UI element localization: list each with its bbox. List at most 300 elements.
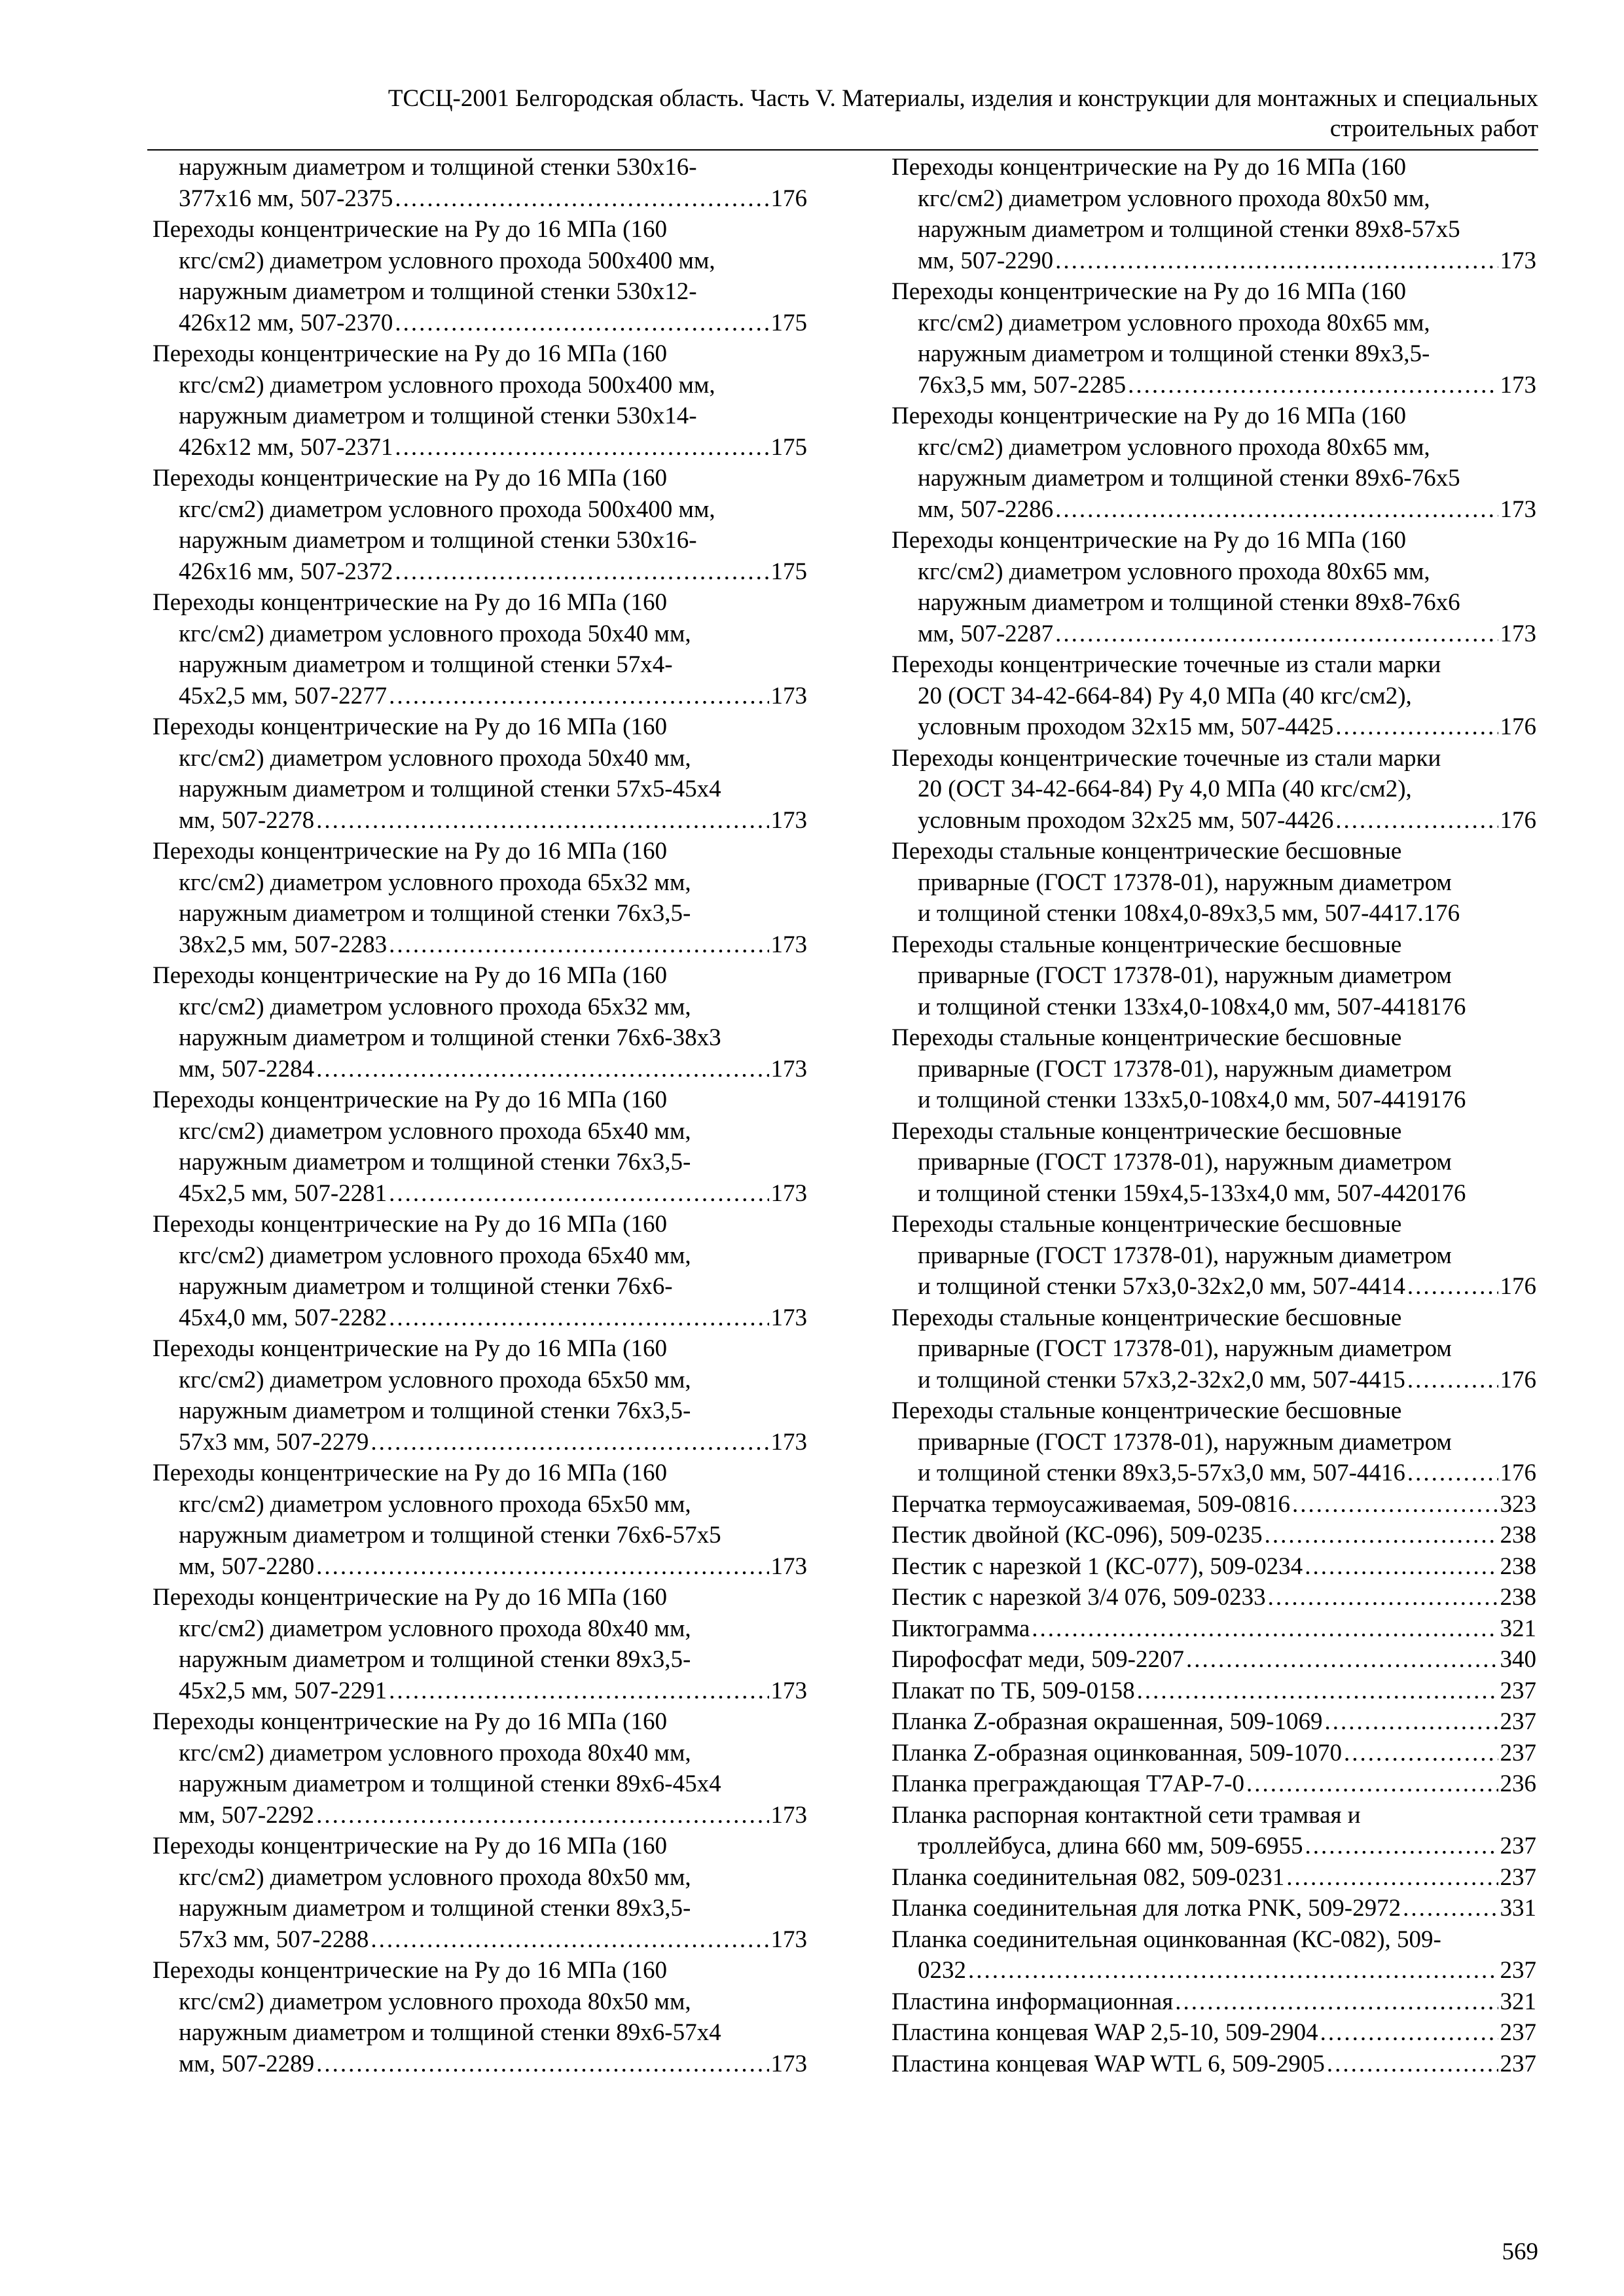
index-entry: [153, 587, 807, 711]
entry-page-number: 237: [1500, 2050, 1536, 2077]
entry-line: [892, 1365, 1536, 1396]
entry-line: [892, 1706, 1536, 1738]
entry-line: наружным диаметром и толщиной стенки 530х12-: [179, 278, 697, 305]
index-entry: [892, 1613, 1536, 1645]
entry-page-number: 238: [1500, 1522, 1536, 1549]
index-entry: [153, 214, 807, 338]
entry-text: Пластина концевая WAP 2,5-10, 509-2904: [892, 2019, 1318, 2046]
dot-leader: [1320, 2017, 1498, 2049]
entry-page-number: 238: [1500, 1552, 1536, 1580]
entry-line: [153, 1427, 807, 1458]
dot-leader: [316, 1054, 768, 1085]
entry-line: наружным диаметром и толщиной стенки 76х3,5-: [179, 900, 691, 927]
index-entry: [892, 649, 1536, 743]
dot-leader: [1344, 1738, 1498, 1769]
entry-line: кгс/см2) диаметром условного прохода 80х65 мм,: [918, 558, 1430, 585]
dot-leader: [1055, 619, 1498, 650]
entry-text: мм, 507-2287: [918, 620, 1054, 647]
entry-text: Пестик двойной (КС-096), 509-0235: [892, 1522, 1263, 1549]
entry-line: [892, 805, 1536, 836]
entry-line: наружным диаметром и толщиной стенки 57х5-45х4: [179, 776, 721, 802]
entry-line: кгс/см2) диаметром условного прохода 80х50 мм,: [918, 185, 1430, 212]
entry-page-number: 173: [770, 1055, 807, 1083]
dot-leader: [1305, 1831, 1498, 1862]
entry-line: наружным диаметром и толщиной стенки 89х3,5-: [179, 1646, 691, 1673]
entry-line: Переходы концентрические на Ру до 16 МПа (160: [892, 527, 1406, 554]
entry-text: условным проходом 32х25 мм, 507-4426: [918, 806, 1334, 834]
entry-line: [892, 1644, 1536, 1676]
index-entry: [153, 1209, 807, 1333]
dot-leader: [1335, 805, 1498, 836]
entry-text: 45х2,5 мм, 507-2281: [179, 1179, 388, 1207]
entry-text: мм, 507-2289: [179, 2050, 315, 2077]
entry-line: [892, 1893, 1536, 1924]
entry-page-number: 176: [1423, 900, 1460, 927]
entry-line: наружным диаметром и толщиной стенки 89х8-57х5: [918, 216, 1460, 243]
entry-line: Переходы концентрические на Ру до 16 МПа (160: [892, 403, 1406, 429]
entry-page-number: 331: [1500, 1895, 1536, 1922]
entry-text: мм, 507-2280: [179, 1552, 315, 1580]
entry-page-number: 236: [1500, 1770, 1536, 1797]
entry-text: троллейбуса, длина 660 мм, 509-6955: [918, 1833, 1303, 1859]
index-entry: [153, 338, 807, 463]
entry-line: приварные (ГОСТ 17378-01), наружным диаметром: [918, 1055, 1452, 1083]
entry-line: приварные (ГОСТ 17378-01), наружным диаметром: [918, 1428, 1452, 1456]
entry-line: [892, 2049, 1536, 2080]
entry-page-number: 176: [1500, 1273, 1536, 1300]
entry-line: наружным диаметром и толщиной стенки 76х6-38х3: [179, 1024, 721, 1051]
entry-line: [892, 1178, 1536, 1210]
entry-text: условным проходом 32х15 мм, 507-4425: [918, 713, 1334, 740]
index-entry: [892, 1676, 1536, 1707]
entry-line: Переходы стальные концентрические бесшовные: [892, 1304, 1402, 1331]
entry-line: наружным диаметром и толщиной стенки 530х16-: [179, 527, 697, 554]
entry-line: [153, 432, 807, 463]
entry-page-number: 173: [770, 1801, 807, 1829]
entry-page-number: 173: [770, 1552, 807, 1580]
index-entry: [892, 2049, 1536, 2080]
entry-page-number: 176: [1500, 713, 1536, 740]
dot-leader: [1032, 1613, 1498, 1645]
entry-line: кгс/см2) диаметром условного прохода 65х32 мм,: [179, 993, 691, 1020]
entry-line: кгс/см2) диаметром условного прохода 80х40 мм,: [179, 1739, 691, 1767]
entry-text: мм, 507-2284: [179, 1055, 315, 1083]
dot-leader: [968, 1955, 1498, 1986]
entry-text: 57х3 мм, 507-2279: [179, 1428, 369, 1456]
entry-page-number: 237: [1500, 1863, 1536, 1891]
index-entry: [153, 1955, 807, 2079]
entry-line: кгс/см2) диаметром условного прохода 80х65 мм,: [918, 433, 1430, 461]
entry-page-number: 340: [1500, 1646, 1536, 1673]
entry-page-number: 173: [770, 1428, 807, 1456]
entry-line: наружным диаметром и толщиной стенки 89х6-57х4: [179, 2019, 721, 2046]
entry-line: [153, 1924, 807, 1956]
index-entry: [892, 1489, 1536, 1520]
entry-line: приварные (ГОСТ 17378-01), наружным диаметром: [918, 1149, 1452, 1175]
entry-line: кгс/см2) диаметром условного прохода 50х40 мм,: [179, 620, 691, 647]
entry-line: Планка распорная контактной сети трамвая и: [892, 1801, 1361, 1829]
index-entry: [153, 1085, 807, 1209]
entry-line: [892, 1676, 1536, 1707]
dot-leader: [395, 556, 768, 588]
entry-line: Переходы концентрические на Ру до 16 МПа (160: [153, 216, 667, 243]
entry-line: [892, 1489, 1536, 1520]
entry-page-number: 176: [1429, 993, 1466, 1020]
entry-text: 45х2,5 мм, 507-2291: [179, 1677, 388, 1704]
dot-leader: [1128, 370, 1498, 401]
dot-leader: [1268, 1582, 1498, 1613]
entry-line: наружным диаметром и толщиной стенки 76х6-: [179, 1273, 673, 1300]
index-entry: [892, 1209, 1536, 1302]
entry-text: Планка соединительная для лотка PNK, 509-2972: [892, 1895, 1401, 1922]
dot-leader: [395, 432, 768, 463]
entry-line: Переходы стальные концентрические бесшовные: [892, 838, 1402, 865]
dot-leader: [1407, 1458, 1498, 1489]
dot-leader: [370, 1427, 768, 1458]
index-entry: [892, 525, 1536, 649]
entry-text: и толщиной стенки 57х3,0-32х2,0 мм, 507-4414: [918, 1273, 1405, 1300]
index-entry: [892, 1302, 1536, 1396]
entry-line: Планка соединительная оцинкованная (КС-082), 509-: [892, 1926, 1441, 1953]
index-entry: [153, 463, 807, 587]
entry-text: мм, 507-2286: [918, 495, 1054, 523]
entry-page-number: 173: [1500, 495, 1536, 523]
entry-line: Переходы концентрические на Ру до 16 МПа (160: [153, 340, 667, 367]
entry-page-number: 173: [770, 806, 807, 834]
entry-text: 45х2,5 мм, 507-2277: [179, 682, 388, 709]
entry-text: 38х2,5 мм, 507-2283: [179, 931, 388, 958]
index-entry: [892, 1893, 1536, 1924]
entry-text: 426х12 мм, 507-2371: [179, 433, 393, 461]
entry-text: Плакат по ТБ, 509-0158: [892, 1677, 1135, 1704]
entry-page-number: 173: [770, 1926, 807, 1953]
entry-text: Пестик с нарезкой 1 (КС-077), 509-0234: [892, 1552, 1303, 1580]
entry-line: [892, 1582, 1536, 1613]
entry-page-number: 173: [770, 1304, 807, 1331]
dot-leader: [389, 681, 768, 712]
entry-page-number: 173: [770, 1677, 807, 1704]
entry-line: кгс/см2) диаметром условного прохода 80х40 мм,: [179, 1615, 691, 1642]
dot-leader: [1335, 711, 1498, 743]
entry-page-number: 176: [1429, 1179, 1466, 1207]
entry-line: [892, 1738, 1536, 1769]
entry-line: [153, 1800, 807, 1831]
entry-line: наружным диаметром и толщиной стенки 89х8-76х6: [918, 589, 1460, 616]
index-entry: [892, 1551, 1536, 1583]
entry-line: [892, 992, 1536, 1023]
entry-page-number: 175: [770, 309, 807, 336]
entry-text: Планка соединительная 082, 509-0231: [892, 1863, 1285, 1891]
entry-page-number: 175: [770, 433, 807, 461]
entry-line: Переходы концентрические на Ру до 16 МПа (160: [153, 962, 667, 989]
entry-line: [892, 1520, 1536, 1551]
index-column-left: [153, 152, 807, 2079]
entry-page-number: 237: [1500, 1739, 1536, 1767]
dot-leader: [316, 1551, 768, 1583]
entry-line: Переходы концентрические на Ру до 16 МПа (160: [153, 838, 667, 865]
entry-page-number: 176: [770, 185, 807, 212]
entry-line: кгс/см2) диаметром условного прохода 500х400 мм,: [179, 247, 715, 274]
index-entry: [153, 960, 807, 1085]
dot-leader: [389, 1178, 768, 1210]
entry-line: Переходы концентрические на Ру до 16 МПа (160: [153, 1335, 667, 1362]
entry-line: кгс/см2) диаметром условного прохода 65х32 мм,: [179, 869, 691, 896]
entry-line: Переходы концентрические на Ру до 16 МПа (160: [153, 1211, 667, 1238]
entry-line: [892, 619, 1536, 650]
entry-text: 377х16 мм, 507-2375: [179, 185, 393, 212]
index-entry: [892, 401, 1536, 525]
entry-line: приварные (ГОСТ 17378-01), наружным диаметром: [918, 962, 1452, 989]
dot-leader: [1292, 1489, 1498, 1520]
index-entry: [892, 2017, 1536, 2049]
entry-line: кгс/см2) диаметром условного прохода 65х40 мм,: [179, 1242, 691, 1269]
dot-leader: [1055, 494, 1498, 526]
entry-page-number: 176: [1429, 1086, 1466, 1113]
entry-line: Переходы концентрические на Ру до 16 МПа (160: [153, 1833, 667, 1859]
dot-leader: [1186, 1644, 1498, 1676]
entry-page-number: 173: [1500, 620, 1536, 647]
index-entry: [892, 1986, 1536, 2018]
index-entry: [892, 276, 1536, 401]
entry-line: наружным диаметром и толщиной стенки 76х3,5-: [179, 1397, 691, 1424]
entry-line: приварные (ГОСТ 17378-01), наружным диаметром: [918, 869, 1452, 896]
entry-line: [892, 1271, 1536, 1302]
index-entry: [153, 711, 807, 836]
entry-line: Переходы концентрические на Ру до 16 МПа (160: [892, 278, 1406, 305]
entry-line: Переходы концентрические точечные из стали марки: [892, 651, 1441, 678]
entry-line: Переходы концентрические на Ру до 16 МПа (160: [153, 1708, 667, 1735]
entry-line: [892, 898, 1536, 929]
entry-line: [153, 2049, 807, 2080]
index-entry: [892, 1644, 1536, 1676]
index-entry: [892, 1520, 1536, 1551]
entry-page-number: 321: [1500, 1988, 1536, 2015]
entry-line: кгс/см2) диаметром условного прохода 50х40 мм,: [179, 744, 691, 772]
dot-leader: [316, 2049, 768, 2080]
entry-page-number: 176: [1500, 806, 1536, 834]
entry-line: [153, 556, 807, 588]
entry-line: наружным диаметром и толщиной стенки 530х14-: [179, 403, 697, 429]
entry-line: Переходы концентрические на Ру до 16 МПа (160: [153, 589, 667, 616]
entry-line: наружным диаметром и толщиной стенки 76х6-57х5: [179, 1522, 721, 1549]
entry-line: [892, 1458, 1536, 1489]
dot-leader: [1286, 1862, 1498, 1893]
entry-text: Пиктограмма: [892, 1615, 1030, 1642]
index-entry: [892, 836, 1536, 929]
entry-line: наружным диаметром и толщиной стенки 89х3,5-: [179, 1895, 691, 1922]
entry-page-number: 321: [1500, 1615, 1536, 1642]
index-entry: [892, 1768, 1536, 1800]
dot-leader: [1327, 2049, 1498, 2080]
entry-line: Переходы концентрические на Ру до 16 МПа (160: [153, 713, 667, 740]
entry-page-number: 175: [770, 558, 807, 585]
index-entry: [892, 1800, 1536, 1862]
entry-line: [153, 1551, 807, 1583]
entry-text: 45х4,0 мм, 507-2282: [179, 1304, 388, 1331]
entry-page-number: 173: [770, 2050, 807, 2077]
entry-line: наружным диаметром и толщиной стенки 76х3,5-: [179, 1149, 691, 1175]
index-entry: [153, 1458, 807, 1582]
entry-line: 20 (ОСТ 34-42-664-84) Ру 4,0 МПа (40 кгс/см2),: [918, 682, 1412, 709]
entry-line: кгс/см2) диаметром условного прохода 80х50 мм,: [179, 1863, 691, 1891]
entry-text: Перчатка термоусаживаемая, 509-0816: [892, 1490, 1291, 1518]
index-entry: [153, 1333, 807, 1458]
entry-line: Переходы концентрические точечные из стали марки: [892, 744, 1441, 772]
running-header: [147, 84, 1538, 151]
entry-page-number: 176: [1500, 1366, 1536, 1393]
entry-text: Планка преграждающая Т7АР-7-0: [892, 1770, 1244, 1797]
dot-leader: [1403, 1893, 1498, 1924]
entry-page-number: 238: [1500, 1584, 1536, 1611]
entry-line: [892, 1831, 1536, 1862]
entry-line: 20 (ОСТ 34-42-664-84) Ру 4,0 МПа (40 кгс/см2),: [918, 776, 1412, 802]
index-entry: [892, 1116, 1536, 1210]
index-entry: [892, 1738, 1536, 1769]
entry-page-number: 323: [1500, 1490, 1536, 1518]
dot-leader: [389, 1676, 768, 1707]
dot-leader: [1175, 1986, 1498, 2018]
entry-text: 426х12 мм, 507-2370: [179, 309, 393, 336]
entry-text: и толщиной стенки 57х3,2-32х2,0 мм, 507-4415: [918, 1366, 1405, 1393]
entry-page-number: 237: [1500, 1677, 1536, 1704]
entry-line: Переходы стальные концентрические бесшовные: [892, 1211, 1402, 1238]
entry-line: [153, 308, 807, 339]
entry-page-number: 237: [1500, 2019, 1536, 2046]
entry-line: кгс/см2) диаметром условного прохода 65х40 мм,: [179, 1117, 691, 1145]
entry-line: приварные (ГОСТ 17378-01), наружным диаметром: [918, 1242, 1452, 1269]
index-column-right: [892, 152, 1536, 2079]
entry-text: и толщиной стенки 159х4,5-133х4,0 мм, 507-4420: [918, 1179, 1430, 1207]
header-subtitle: строительных работ: [1329, 115, 1538, 142]
entry-line: кгс/см2) диаметром условного прохода 65х50 мм,: [179, 1490, 691, 1518]
dot-leader: [370, 1924, 768, 1956]
entry-text: Планка Z-образная оцинкованная, 509-1070: [892, 1739, 1343, 1767]
entry-page-number: 173: [1500, 247, 1536, 274]
dot-leader: [1305, 1551, 1498, 1583]
entry-page-number: 173: [1500, 371, 1536, 399]
dot-leader: [1246, 1768, 1498, 1800]
entry-line: [153, 1302, 807, 1334]
entry-page-number: 173: [770, 682, 807, 709]
index-entry: [892, 1022, 1536, 1116]
entry-line: Переходы концентрические на Ру до 16 МПа (160: [892, 154, 1406, 181]
entry-line: Переходы концентрические на Ру до 16 МПа (160: [153, 1086, 667, 1113]
entry-line: Переходы стальные концентрические бесшовные: [892, 1117, 1402, 1145]
entry-line: [153, 1676, 807, 1707]
dot-leader: [1324, 1706, 1498, 1738]
dot-leader: [1407, 1271, 1498, 1302]
entry-line: [892, 1613, 1536, 1645]
entry-text: Пластина концевая WAP WTL 6, 509-2905: [892, 2050, 1325, 2077]
index-entry: [892, 1395, 1536, 1489]
entry-text: и толщиной стенки 133х4,0-108х4,0 мм, 507-4418: [918, 993, 1430, 1020]
dot-leader: [316, 1800, 768, 1831]
entry-text: Пластина информационная: [892, 1988, 1174, 2015]
entry-line: Переходы концентрические на Ру до 16 МПа (160: [153, 1460, 667, 1486]
entry-line: Переходы стальные концентрические бесшовные: [892, 1397, 1402, 1424]
entry-line: [153, 929, 807, 961]
entry-line: кгс/см2) диаметром условного прохода 65х50 мм,: [179, 1366, 691, 1393]
entry-text: 426х16 мм, 507-2372: [179, 558, 393, 585]
entry-text: Пестик с нарезкой 3/4 076, 509-0233: [892, 1584, 1266, 1611]
dot-leader: [389, 929, 768, 961]
dot-leader: [1407, 1365, 1498, 1396]
entry-page-number: 176: [1500, 1460, 1536, 1486]
entry-line: [892, 245, 1536, 277]
entry-page-number: 173: [770, 931, 807, 958]
index-entry: [892, 1582, 1536, 1613]
index-entry: [892, 743, 1536, 836]
entry-text: и толщиной стенки 133х5,0-108х4,0 мм, 507-4419: [918, 1086, 1430, 1113]
index-entry: [892, 929, 1536, 1023]
index-entry: [153, 1706, 807, 1831]
entry-line: [892, 1551, 1536, 1583]
entry-text: и толщиной стенки 108х4,0-89х3,5 мм, 507-4417.: [918, 900, 1424, 927]
entry-line: кгс/см2) диаметром условного прохода 80х65 мм,: [918, 309, 1430, 336]
entry-line: [892, 711, 1536, 743]
index-entry: [892, 152, 1536, 276]
entry-line: приварные (ГОСТ 17378-01), наружным диаметром: [918, 1335, 1452, 1362]
entry-line: [892, 1986, 1536, 2018]
entry-line: [892, 370, 1536, 401]
dot-leader: [1137, 1676, 1498, 1707]
index-entry: [892, 1862, 1536, 1893]
entry-line: [892, 1862, 1536, 1893]
page-number: 569: [1502, 2238, 1538, 2265]
entry-line: Переходы стальные концентрические бесшовные: [892, 931, 1402, 958]
index-entry: [892, 1706, 1536, 1738]
entry-text: и толщиной стенки 89х3,5-57х3,0 мм, 507-4416: [918, 1460, 1405, 1486]
entry-line: [892, 494, 1536, 526]
entry-line: [892, 2017, 1536, 2049]
entry-text: 57х3 мм, 507-2288: [179, 1926, 369, 1953]
entry-text: мм, 507-2292: [179, 1801, 315, 1829]
entry-text: 76х3,5 мм, 507-2285: [918, 371, 1127, 399]
entry-line: наружным диаметром и толщиной стенки 57х4-: [179, 651, 673, 678]
index-entry: [153, 836, 807, 960]
entry-line: наружным диаметром и толщиной стенки 89х3,5-: [918, 340, 1430, 367]
dot-leader: [395, 308, 768, 339]
entry-line: кгс/см2) диаметром условного прохода 500х400 мм,: [179, 495, 715, 523]
entry-line: [892, 1085, 1536, 1116]
entry-line: наружным диаметром и толщиной стенки 89х6-45х4: [179, 1770, 721, 1797]
entry-line: [153, 805, 807, 836]
entry-text: Планка Z-образная окрашенная, 509-1069: [892, 1708, 1323, 1735]
entry-text: Пирофосфат меди, 509-2207: [892, 1646, 1184, 1673]
entry-line: кгс/см2) диаметром условного прохода 500х400 мм,: [179, 371, 715, 399]
dot-leader: [316, 805, 768, 836]
entry-line: [892, 1955, 1536, 1986]
entry-line: [153, 1178, 807, 1210]
entry-line: наружным диаметром и толщиной стенки 530х16-: [179, 154, 697, 181]
entry-line: [892, 1768, 1536, 1800]
dot-leader: [389, 1302, 768, 1334]
entry-line: [153, 681, 807, 712]
entry-text: мм, 507-2290: [918, 247, 1054, 274]
entry-page-number: 237: [1500, 1708, 1536, 1735]
entry-line: Переходы концентрические на Ру до 16 МПа (160: [153, 1584, 667, 1611]
header-title: ТССЦ-2001 Белгородская область. Часть V. Материалы, изделия и конструкции для монтажных и специальных: [388, 85, 1538, 112]
index-entry: [892, 1924, 1536, 1986]
entry-text: мм, 507-2278: [179, 806, 315, 834]
index-entry: [153, 152, 807, 214]
dot-leader: [1265, 1520, 1498, 1551]
entry-line: кгс/см2) диаметром условного прохода 80х50 мм,: [179, 1988, 691, 2015]
entry-text: 0232: [918, 1957, 966, 1984]
index-entry: [153, 1582, 807, 1706]
entry-line: [153, 183, 807, 215]
entry-line: Переходы концентрические на Ру до 16 МПа (160: [153, 465, 667, 492]
